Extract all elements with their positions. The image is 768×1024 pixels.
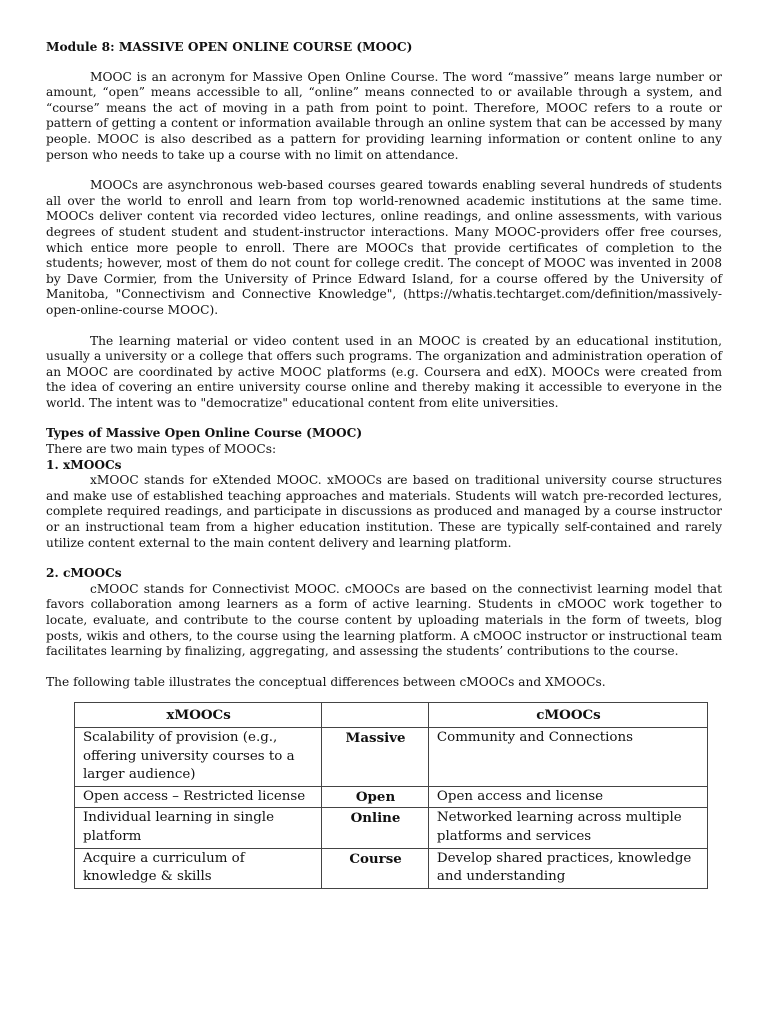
table-header-row: [75, 703, 708, 728]
types-heading: Types of Massive Open Online Course (MOOC): [46, 426, 363, 441]
cmooc-text: cMOOC stands for Connectivist MOOC. cMOOCs are based on the connectivist learning model that favors collaboration among learners as a form of active learning. Students in cMOOC work together to locate, evaluate, and contribute to the course content by uploading materials in the form of tweets, blog posts, wikis and others, to the course using the learning platform. A cMOOC instructor or instructional team facilitates learning by finalizing, aggregating, and assessing the students’ contributions to the course.: [46, 581, 722, 659]
table-row: [75, 848, 708, 888]
cell-xmooc: Acquire a curriculum of knowledge & skills: [75, 848, 322, 888]
document-body: [46, 40, 722, 705]
header-term: [322, 703, 429, 728]
cell-term: Course: [322, 848, 429, 888]
xmooc-heading: 1. xMOOCs: [46, 457, 122, 472]
comparison-table: [74, 702, 708, 889]
cell-cmooc: Develop shared practices, knowledge and understanding: [428, 848, 707, 888]
xmooc-text: xMOOC stands for eXtended MOOC. xMOOCs are based on traditional university course structures and make use of established teaching approaches and materials. Students will watch pre-recorded lectures, complete required readings, and participate in discussions as produced and managed by a course instructor or an instructional team from a higher education institution. These are typically self-contained and rarely utilize content external to the main content delivery and learning platform.: [46, 473, 722, 550]
types-intro: There are two main types of MOOCs:: [46, 442, 277, 457]
module-title: Module 8: MASSIVE OPEN ONLINE COURSE (MOOC): [46, 40, 413, 54]
cell-cmooc: Networked learning across multiple platforms and services: [428, 808, 707, 848]
cell-xmooc: Open access – Restricted license: [75, 786, 322, 808]
header-xmoocs: xMOOCs: [75, 703, 322, 728]
cmooc-heading: 2. cMOOCs: [46, 566, 122, 581]
paragraph-mooc-content: The learning material or video content used in an MOOC is created by an educational institution, usually a university or a college that offers such programs. The organization and administration operation of an MOOC are coordinated by active MOOC platforms (e.g. Coursera and edX). MOOCs were created from the idea of covering an entire university course online and thereby making it accessible to everyone in the world. The intent was to "democratize" educational content from elite universities.: [46, 333, 722, 410]
cell-term: Massive: [322, 728, 429, 787]
cell-xmooc: Individual learning in single platform: [75, 808, 322, 848]
table-intro: The following table illustrates the conceptual differences between cMOOCs and XMOOCs.: [46, 674, 606, 689]
cell-term: Online: [322, 808, 429, 848]
cell-cmooc: Community and Connections: [428, 728, 707, 787]
table-row: [75, 728, 708, 787]
table-row: [75, 808, 708, 848]
paragraph-mooc-definition: MOOC is an acronym for Massive Open Online Course. The word “massive” means large number or amount, “open” means accessible to all, “online” means connected to or available through a system, and “course” means the act of moving in a path from point to point. Therefore, MOOC refers to a route or pattern of getting a content or information available through an online system that can be accessed by many people. MOOC is also described as a pattern for providing learning information or content online to any person who needs to take up a course with no limit on attendance.: [46, 69, 722, 162]
cell-xmooc: Scalability of provision (e.g., offering university courses to a larger audience): [75, 728, 322, 787]
header-cmoocs: cMOOCs: [428, 703, 707, 728]
cell-term: Open: [322, 786, 429, 808]
table-row: [75, 786, 708, 808]
cell-cmooc: Open access and license: [428, 786, 707, 808]
paragraph-mooc-description: MOOCs are asynchronous web-based courses geared towards enabling several hundreds of students all over the world to enroll and learn from top world-renowned academic institutions at the same time. MOOCs deliver content via recorded video lectures, online readings, and online assessments, with various degrees of student student and student-instructor interactions. Many MOOC-providers offer free courses, which entice more people to enroll. There are MOOCs that provide certificates of completion to the students; however, most of them do not count for college credit. The concept of MOOC was invented in 2008 by Dave Cormier, from the University of Prince Edward Island, for a course offered by the University of Manitoba, "Connectivism and Connective Knowledge", (https://whatis.techtarget.com/definition/massively-open-online-course MOOC).: [46, 178, 722, 317]
